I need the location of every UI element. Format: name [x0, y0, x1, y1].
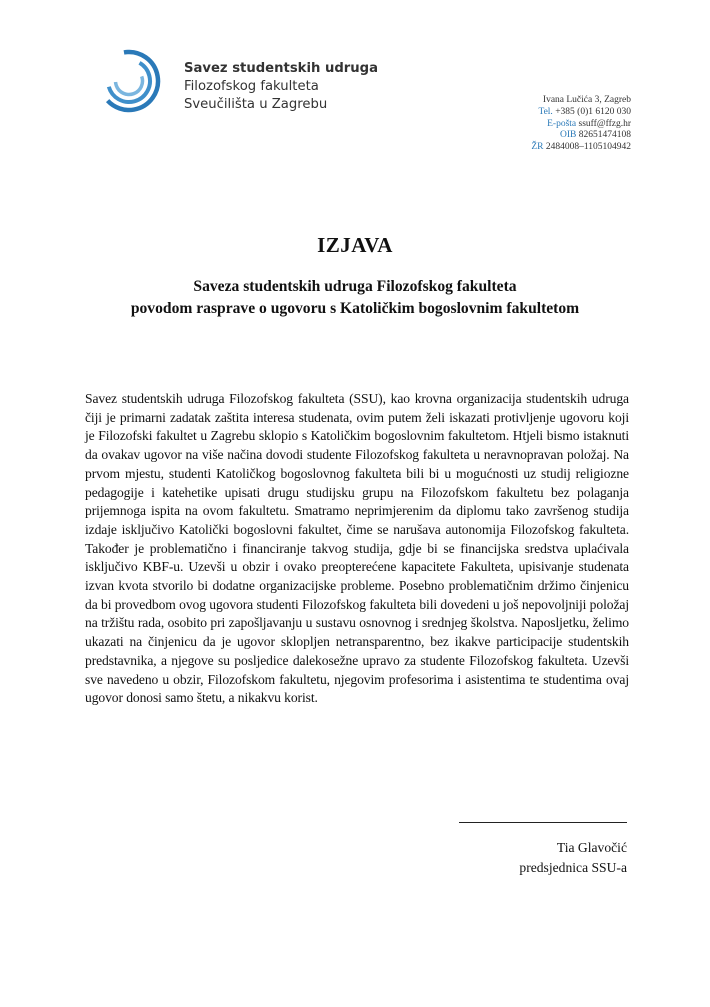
- phone-value: +385 (0)1 6120 030: [555, 106, 631, 117]
- contact-block: [531, 95, 631, 154]
- phone-label: Tel.: [538, 106, 553, 117]
- organization-logo-icon: [96, 48, 162, 114]
- org-name-line2: Filozofskog fakulteta: [184, 79, 319, 94]
- signatory-role: predsjednica SSU-a: [519, 860, 627, 875]
- email-value: ssuff@ffzg.hr: [578, 118, 631, 129]
- document-title: IZJAVA: [317, 233, 393, 257]
- oib-value: 82651474108: [578, 130, 631, 141]
- signature-line: [459, 822, 627, 823]
- account-label: ŽR: [531, 142, 544, 153]
- contact-phone: [531, 107, 631, 119]
- oib-label: OIB: [560, 130, 577, 141]
- email-label: E-pošta: [547, 118, 577, 129]
- subtitle-line1: Saveza studentskih udruga Filozofskog fakulteta: [193, 278, 517, 295]
- statement-body: Savez studentskih udruga Filozofskog fakulteta (SSU), kao krovna organizacija studentskih udruga čiji je primarni zadatak zaštita interesa studenata, ovim putem želi iskazati protivljenje ugovoru koji je Filozofski fakultet u Zagrebu sklopio s Katoličkim bogoslovnim fakultetom. Htjeli bismo istaknuti da ovakav ugovor na više načina dovodi studente Filozofskog fakulteta u neravnopravan položaj. Na prvom mjestu, studenti Katoličkog bogoslovnog fakulteta bili bi u mogućnosti uz studij religiozne pedagogije i katehetike upisati drugu studijsku grupu na Filozofskom fakultetu bez polaganja prijemnoga ispita na ovom fakultetu. Smatramo neprimjerenim da diplomu tako završenog studija izdaje isključivo Katolički bogoslovni fakultet, čime se narušava autonomija Filozofskog fakulteta. Također je problematično i financiranje takvog studija, gdje bi se financijska sredstva uplaćivala isključivo KBF-u. Uzevši u obzir i ovako preopterećene kapacitete Fakulteta, upisivanje studenata izvan kvota stvorilo bi dodatne organizacijske probleme. Posebno problematičnim držimo činjenicu da bi provedbom ovog ugovora studenti Filozofskog fakulteta bili dovedeni u još nepovoljniji položaj na tržištu rada, osobito pri zapošljavanju u sustavu osnovnog i srednjeg školstva. Naposljetku, želimo ukazati na činjenicu da je ugovor sklopljen netransparentno, bez ikakve participacije studentskih predstavnika, a njegove su posljedice dalekosežne upravo za studente Filozofskog fakulteta. Uzevši sve navedeno u obzir, Filozofskom fakultetu, njegovim profesorima i asistentima te studentima ovaj ugovor donosi samo štetu, a nikakvu korist.: [85, 391, 629, 706]
- account-value: 2484008–1105104942: [545, 142, 631, 153]
- org-name-line3: Sveučilišta u Zagrebu: [184, 97, 328, 112]
- contact-email: [531, 119, 631, 131]
- document-subtitle: [0, 276, 710, 320]
- org-name-line1: Savez studentskih udruga: [184, 61, 379, 76]
- contact-address: Ivana Lučića 3, Zagreb: [542, 95, 631, 105]
- organization-name: [184, 60, 378, 114]
- contact-account: [531, 142, 631, 154]
- signatory-name: Tia Glavočić: [556, 840, 627, 855]
- subtitle-line2: povodom rasprave o ugovoru s Katoličkim bogoslovnim fakultetom: [130, 300, 580, 317]
- contact-oib: [531, 130, 631, 142]
